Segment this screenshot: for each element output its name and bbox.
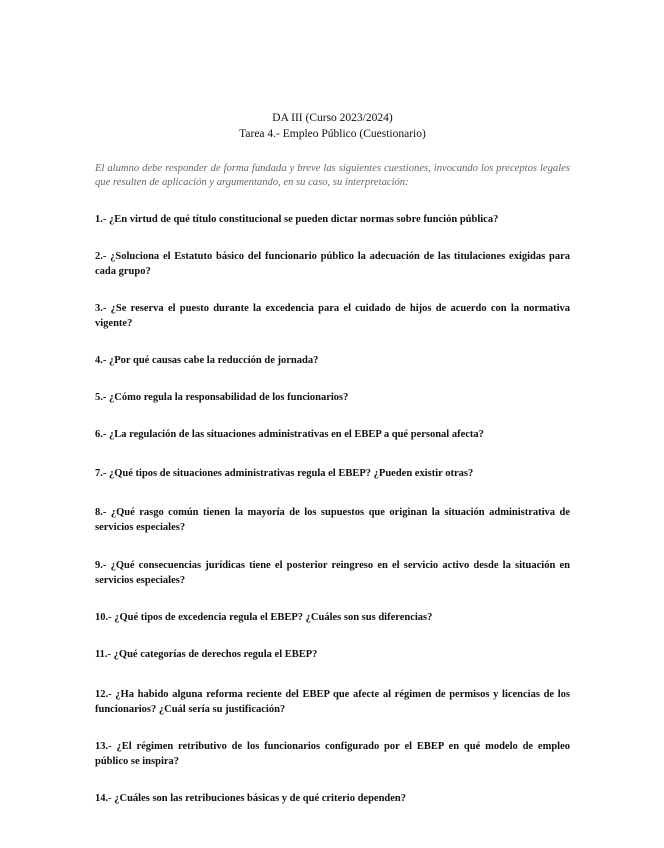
question-1: 1.- ¿En virtud de qué título constitucional se pueden dictar normas sobre función pública? <box>95 214 499 225</box>
question-14: 14.- ¿Cuáles son las retribuciones básicas y de qué criterio dependen? <box>95 793 407 804</box>
question-13: 13.- ¿El régimen retributivo de los funcionarios configurado por el EBEP en qué modelo de empleo público se inspira? <box>95 741 570 767</box>
question-10: 10.- ¿Qué tipos de excedencia regula el EBEP? ¿Cuáles son sus diferencias? <box>95 612 433 623</box>
course-title: DA III (Curso 2023/2024) <box>272 112 393 124</box>
question-7: 7.- ¿Qué tipos de situaciones administrativas regula el EBEP? ¿Pueden existir otras? <box>95 468 474 479</box>
question-3: 3.- ¿Se reserva el puesto durante la excedencia para el cuidado de hijos de acuerdo con la normativa vigente? <box>95 303 570 329</box>
question-11: 11.- ¿Qué categorías de derechos regula el EBEP? <box>95 649 318 660</box>
question-6: 6.- ¿La regulación de las situaciones administrativas en el EBEP a qué personal afecta? <box>95 429 484 440</box>
question-2: 2.- ¿Soluciona el Estatuto básico del funcionario público la adecuación de las titulaciones exigidas para cada grupo? <box>95 251 570 277</box>
question-8: 8.- ¿Qué rasgo común tienen la mayoría de los supuestos que originan la situación administrativa de servicios especiales? <box>95 507 570 533</box>
question-4: 4.- ¿Por qué causas cabe la reducción de jornada? <box>95 355 319 366</box>
question-9: 9.- ¿Qué consecuencias jurídicas tiene el posterior reingreso en el servicio activo desde la situación en servicios especiales? <box>95 560 570 586</box>
instructions-paragraph: El alumno debe responder de forma fundada y breve las siguientes cuestiones, invocando los preceptos legales que resulten de aplicación y argumentando, en su caso, su interpretación: <box>95 163 570 188</box>
question-5: 5.- ¿Cómo regula la responsabilidad de los funcionarios? <box>95 392 349 403</box>
question-12: 12.- ¿Ha habido alguna reforma reciente del EBEP que afecte al régimen de permisos y licencias de los funcionarios? ¿Cuál sería su justificación? <box>95 689 570 715</box>
assignment-title: Tarea 4.- Empleo Público (Cuestionario) <box>239 128 426 140</box>
document-page <box>95 110 570 804</box>
document-header <box>95 110 570 142</box>
